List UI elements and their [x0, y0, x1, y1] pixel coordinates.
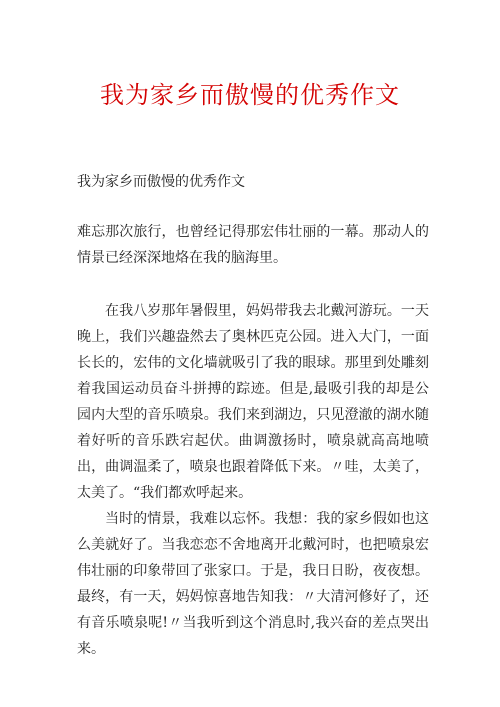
- paragraph-intro: 难忘那次旅行，也曾经记得那宏伟壮丽的一幕。那动人的情景已经深深地烙在我的脑海里。: [77, 224, 429, 266]
- paragraph-hometown-wish: 当时的情景，我难以忘怀。我想：我的家乡假如也这么美就好了。当我恋恋不舍地离开北戴河时，也把喷泉宏伟壮丽的印象带回了张家口。于是，我日日盼，夜夜想。最终，有一天，妈妈惊喜地告知我：〃大清河修好了，还有音乐喷泉呢!〃当我听到这个消息时,我兴奋的差点哭出来。: [77, 511, 429, 657]
- document-title: 我为家乡而傲慢的优秀作文: [100, 81, 400, 109]
- paragraph-beidaihe-trip: 在我八岁那年暑假里，妈妈带我去北戴河游玩。一天晚上，我们兴趣盎然去了奥林匹克公园。进入大门，一面长长的，宏伟的文化墙就吸引了我的眼球。那里到处雕刻着我国运动员奋斗拼搏的踪迹。但是,最吸引我的却是公园内大型的音乐喷泉。我们来到湖边，只见澄澈的湖水随着好听的音乐跌宕起伏。曲调激扬时，喷泉就高高地喷出，曲调温柔了，喷泉也跟着降低下来。〃哇，太美了，太美了。“我们都欢呼起来。: [77, 303, 429, 501]
- document-subtitle: 我为家乡而傲慢的优秀作文: [77, 174, 245, 190]
